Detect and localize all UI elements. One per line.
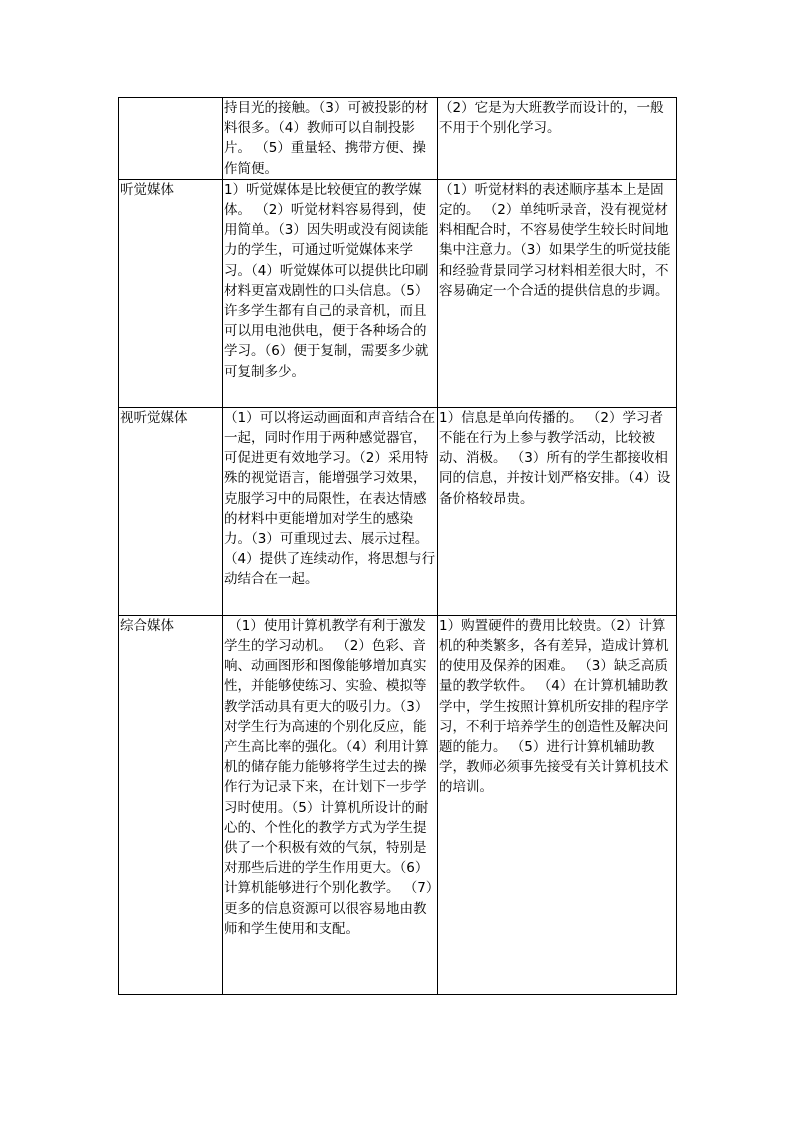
advantages-cell: 1）听觉媒体是比较便宜的教学媒体。 （2）听觉材料容易得到，使用简单。（3）因失明或没有阅读能力的学生，可通过听觉媒体来学习。（4）听觉媒体可以提供比印刷材料更富戏剧性的口头信息。（5）许多学生都有自己的录音机，而且可以用电池供电，便于各种场合的学习。（6）便于复制，需要多少就可复制多少。 xyxy=(223,179,438,407)
media-type-cell: 听觉媒体 xyxy=(119,179,223,407)
table-row xyxy=(119,407,677,615)
disadvantages-cell: （2）它是为大班教学而设计的，一般不用于个别化学习。 xyxy=(438,98,677,180)
disadvantages-cell: 1）购置硬件的费用比较贵。（2）计算机的种类繁多，各有差异，造成计算机的使用及保养的困难。 （3）缺乏高质量的教学软件。 （4）在计算机辅助教学中，学生按照计算机所安排的程序学习，不利于培养学生的创造性及解决问题的能力。 （5）进行计算机辅助教学，教师必须事先接受有关计算机技术的培训。 xyxy=(438,615,677,994)
media-type-cell xyxy=(119,98,223,180)
advantages-cell: （1）可以将运动画面和声音结合在一起，同时作用于两种感觉器官，可促进更有效地学习。（2）采用特殊的视觉语言，能增强学习效果，克服学习中的局限性，在表达情感的材料中更能增加对学生的感染力。（3）可重现过去、展示过程。（4）提供了连续动作，将思想与行动结合在一起。 xyxy=(223,407,438,615)
media-type-cell: 视听觉媒体 xyxy=(119,407,223,615)
media-comparison-table xyxy=(118,97,677,995)
disadvantages-cell: （1）听觉材料的表述顺序基本上是固定的。 （2）单纯听录音，没有视觉材料相配合时，不容易使学生较长时间地集中注意力。（3）如果学生的听觉技能和经验背景同学习材料相差很大时，不容易确定一个合适的提供信息的步调。 xyxy=(438,179,677,407)
advantages-cell: （1）使用计算机教学有利于激发学生的学习动机。 （2）色彩、音响、动画图形和图像能够增加真实性，并能够使练习、实验、模拟等教学活动具有更大的吸引力。（3）对学生行为高速的个别化反应，能产生高比率的强化。（4）利用计算机的储存能力能够将学生过去的操作行为记录下来，在计划下一步学习时使用。（5）计算机所设计的耐心的、个性化的教学方式为学生提供了一个积极有效的气氛，特别是对那些后进的学生作用更大。（6）计算机能够进行个别化教学。 （7）更多的信息资源可以很容易地由教师和学生使用和支配。 xyxy=(223,615,438,994)
media-type-cell: 综合媒体 xyxy=(119,615,223,994)
table-row xyxy=(119,179,677,407)
table-row xyxy=(119,615,677,994)
table-row xyxy=(119,98,677,180)
advantages-cell: 持目光的接触。（3）可被投影的材料很多。（4）教师可以自制投影片。 （5）重量轻、携带方便、操作简便。 xyxy=(223,98,438,180)
disadvantages-cell: 1）信息是单向传播的。 （2）学习者不能在行为上参与教学活动，比较被动、消极。 （3）所有的学生都接收相同的信息，并按计划严格安排。（4）设备价格较昂贵。 xyxy=(438,407,677,615)
